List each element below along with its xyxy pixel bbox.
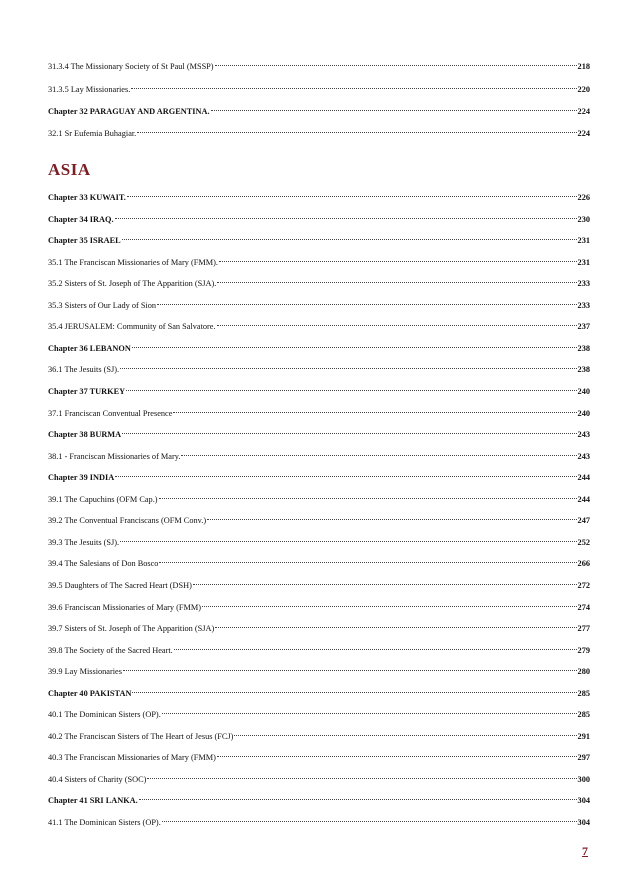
dot-leader	[122, 425, 576, 437]
toc-entry-page: 226	[577, 193, 590, 202]
toc-chapter-entry[interactable]	[48, 210, 590, 222]
toc-entry[interactable]	[48, 296, 590, 308]
toc-entry-page: 240	[577, 387, 590, 396]
toc-entry-page: 272	[577, 580, 590, 590]
page-number: 7	[582, 844, 588, 858]
dot-leader	[202, 598, 577, 610]
dot-leader	[132, 339, 577, 351]
dot-leader	[123, 662, 577, 674]
toc-entry-page: 266	[577, 559, 590, 569]
toc-entry-page: 230	[577, 214, 590, 224]
dot-leader	[120, 533, 576, 545]
toc-entry[interactable]	[48, 662, 590, 677]
toc-entry[interactable]	[48, 554, 590, 569]
dot-leader	[207, 511, 576, 523]
toc-entry-page: 285	[577, 688, 590, 698]
toc-entry-label: 40.2 The Franciscan Sisters of The Heart of Jesus (FCJ)	[48, 731, 234, 741]
toc-chapter-entry[interactable]	[48, 791, 590, 806]
toc-entry-label: 39.4 The Salesians of Don Bosco	[48, 559, 159, 569]
dot-leader	[217, 274, 576, 286]
toc-entry-page: 233	[577, 279, 590, 289]
toc-entry[interactable]	[48, 619, 590, 631]
dot-leader	[157, 296, 576, 308]
toc-entry-page: 252	[577, 537, 590, 547]
toc-entry[interactable]	[48, 57, 590, 69]
toc-entry[interactable]	[48, 360, 590, 375]
toc-entry-label: 31.3.5 Lay Missionaries.	[48, 85, 131, 94]
dot-leader	[127, 188, 577, 200]
toc-entry-page: 304	[577, 818, 590, 827]
toc-entry-page: 297	[577, 753, 590, 763]
dot-leader	[126, 382, 576, 394]
toc-entry[interactable]	[48, 490, 590, 502]
toc-entry-page: 243	[577, 451, 590, 461]
toc-entry-label: 40.3 The Franciscan Missionaries of Mary (FMM)	[48, 753, 216, 763]
toc-entry-label: Chapter 38 BURMA	[48, 430, 122, 440]
toc-chapter-entry[interactable]	[48, 231, 590, 246]
dot-leader	[132, 684, 576, 696]
toc-entry[interactable]	[48, 705, 590, 720]
toc-entry-page: 224	[577, 107, 590, 116]
dot-leader	[193, 576, 577, 588]
dot-leader	[120, 360, 576, 372]
toc-entry-label: 40.4 Sisters of Charity (SOC)	[48, 774, 147, 784]
toc-entry-label: 35.4 JERUSALEM: Community of San Salvatore.	[48, 322, 216, 332]
toc-entry-page: 243	[577, 430, 590, 440]
toc-entry-page: 304	[577, 796, 590, 806]
toc-entry-label: Chapter 41 SRI LANKA.	[48, 796, 138, 806]
dot-leader	[219, 253, 577, 265]
toc-entry-label: Chapter 33 KUWAIT.	[48, 193, 126, 202]
toc-entry[interactable]	[48, 317, 590, 332]
toc-entry-label: Chapter 40 PAKISTAN	[48, 688, 132, 698]
toc-entry[interactable]	[48, 727, 590, 739]
dot-leader	[137, 124, 576, 136]
toc-entry-label: 39.6 Franciscan Missionaries of Mary (FMM)	[48, 602, 202, 612]
toc-entry[interactable]	[48, 533, 590, 545]
toc-entry-page: 279	[577, 645, 590, 655]
toc-entry-label: 35.2 Sisters of St. Joseph of The Apparition (SJA).	[48, 279, 217, 289]
toc-entry[interactable]	[48, 124, 590, 136]
toc-entry[interactable]	[48, 770, 590, 782]
toc-entry-label: 41.1 The Dominican Sisters (OP).	[48, 818, 161, 827]
toc-entry[interactable]	[48, 511, 590, 526]
toc-entry-label: 39.1 The Capuchins (OFM Cap.)	[48, 494, 158, 504]
dot-leader	[139, 791, 577, 803]
toc-entry[interactable]	[48, 748, 590, 763]
toc-entry-page: 233	[577, 300, 590, 310]
toc-chapter-entry[interactable]	[48, 425, 590, 440]
toc-entry-label: 39.3 The Jesuits (SJ).	[48, 537, 120, 547]
toc-entry-page: 291	[577, 731, 590, 741]
dot-leader	[159, 554, 576, 566]
dot-leader	[217, 748, 577, 760]
toc-entry-label: 32.1 Sr Eufemia Buhagiar.	[48, 129, 137, 138]
toc-entry-label: 37.1 Franciscan Conventual Presence	[48, 408, 173, 418]
toc-entry[interactable]	[48, 253, 590, 265]
toc-entry-page: 244	[577, 494, 590, 504]
dot-leader	[159, 490, 577, 502]
toc-entry-label: 40.1 The Dominican Sisters (OP).	[48, 710, 161, 720]
toc-entry[interactable]	[48, 404, 590, 416]
toc-chapter-entry[interactable]	[48, 339, 590, 351]
toc-entry-label: 36.1 The Jesuits (SJ).	[48, 365, 120, 375]
toc-entry-label: 39.7 Sisters of St. Joseph of The Apparition (SJA)	[48, 624, 215, 633]
toc-entry[interactable]	[48, 274, 590, 289]
toc-entry-label: 39.9 Lay Missionaries	[48, 667, 122, 677]
dot-leader	[147, 770, 576, 782]
toc-entry-page: 231	[577, 257, 590, 267]
dot-leader	[162, 705, 577, 717]
toc-entry-label: 31.3.4 The Missionary Society of St Paul (MSSP)	[48, 62, 214, 71]
toc-entry[interactable]	[48, 447, 590, 459]
toc-entry-label: 38.1 - Franciscan Missionaries of Mary.	[48, 451, 181, 461]
toc-entry-label: 35.3 Sisters of Our Lady of Sion	[48, 300, 157, 310]
toc-entry-page: 277	[577, 624, 590, 633]
toc-entry-page: 247	[577, 516, 590, 526]
toc-entry-page: 300	[577, 774, 590, 784]
toc-entry-page: 218	[577, 62, 590, 71]
toc-entry-page: 224	[577, 129, 590, 138]
toc-entry-label: 35.1 The Franciscan Missionaries of Mary (FMM).	[48, 257, 218, 267]
toc-entry[interactable]	[48, 641, 590, 653]
toc-entry-label: 39.2 The Conventual Franciscans (OFM Conv.)	[48, 516, 207, 526]
dot-leader	[115, 468, 576, 480]
toc-entry-label: Chapter 35 ISRAEL	[48, 236, 121, 246]
toc-entry-label: 39.5 Daughters of The Sacred Heart (DSH)	[48, 580, 192, 590]
dot-leader	[211, 102, 577, 114]
dot-leader	[174, 641, 577, 653]
dot-leader	[173, 404, 576, 416]
toc-entry-page: 237	[577, 322, 590, 332]
toc-chapter-entry[interactable]	[48, 188, 590, 200]
toc-entry-page: 280	[577, 667, 590, 677]
dot-leader	[131, 80, 576, 92]
dot-leader	[217, 317, 577, 329]
dot-leader	[162, 813, 577, 825]
toc-chapter-entry[interactable]	[48, 102, 590, 114]
toc-entry-page: 231	[577, 236, 590, 246]
toc-entry-label: Chapter 34 IRAQ.	[48, 214, 114, 224]
toc-entry-label: Chapter 37 TURKEY	[48, 387, 126, 396]
toc-chapter-entry[interactable]	[48, 468, 590, 483]
toc-entry[interactable]	[48, 813, 590, 825]
toc-entry-label: 39.8 The Society of the Sacred Heart.	[48, 645, 173, 655]
toc-chapter-entry[interactable]	[48, 382, 590, 394]
toc-entry-page: 285	[577, 710, 590, 720]
toc-entry[interactable]	[48, 80, 590, 92]
toc-entry-label: Chapter 36 LEBANON	[48, 343, 131, 353]
toc-entry-page: 244	[577, 473, 590, 483]
dot-leader	[181, 447, 576, 459]
toc-entry-page: 238	[577, 365, 590, 375]
dot-leader	[215, 57, 577, 69]
dot-leader	[122, 231, 577, 243]
dot-leader	[115, 210, 577, 222]
toc-entry-page: 238	[577, 343, 590, 353]
dot-leader	[215, 619, 576, 631]
toc-entry-label: Chapter 39 INDIA	[48, 473, 115, 483]
toc-entry-page: 220	[577, 85, 590, 94]
toc-entry-page: 240	[577, 408, 590, 418]
toc-entry-page: 274	[577, 602, 590, 612]
toc-chapter-entry[interactable]	[48, 684, 590, 696]
dot-leader	[234, 727, 576, 739]
toc-entry-label: Chapter 32 PARAGUAY AND ARGENTINA.	[48, 107, 210, 116]
section-heading-asia: ASIA	[48, 160, 91, 179]
toc-entry[interactable]	[48, 598, 590, 610]
toc-entry[interactable]	[48, 576, 590, 588]
